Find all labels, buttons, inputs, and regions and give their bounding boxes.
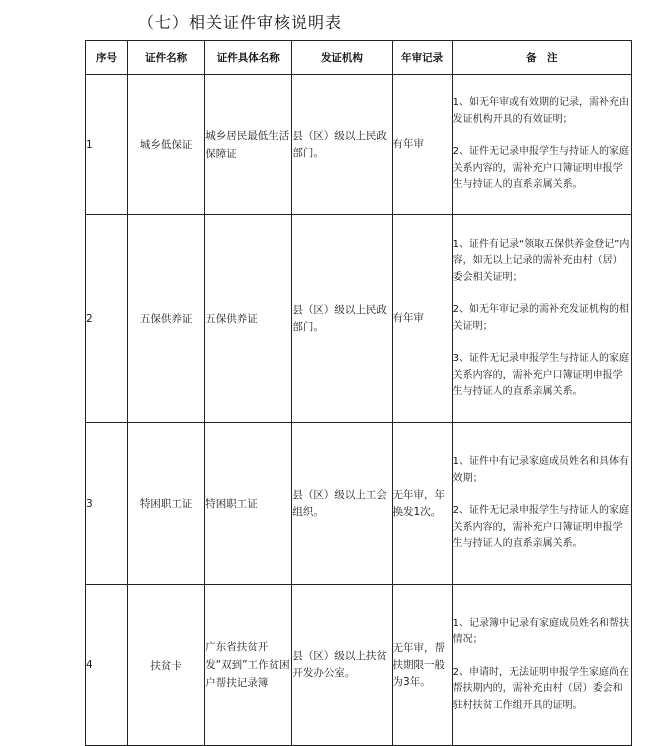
remark-item: 2、申请时，无法证明申报学生家庭尚在帮扶期内的，需补充由村（居）委会和驻村扶贫工作组开具的证明。 <box>452 666 630 711</box>
cert-name: 城乡低保证 <box>128 75 205 215</box>
cert-full-name: 城乡居民最低生活保障证 <box>205 75 292 215</box>
table-row <box>86 75 632 215</box>
cert-full-name: 五保供养证 <box>205 215 292 423</box>
remark-item: 1、证件有记录“领取五保供养金登记”内容，如无以上记录的需补充由村（居）委会相关证明； <box>452 238 630 283</box>
remark-item: 1、如无年审或有效期的记录，需补充由发证机构开具的有效证明； <box>452 97 630 125</box>
table-row <box>86 423 632 585</box>
annual-review: 无年审，帮扶期限一般为3年。 <box>392 585 452 746</box>
header-annual-review: 年审记录 <box>392 41 452 75</box>
issuing-authority: 县（区）级以上民政部门。 <box>292 215 392 423</box>
remarks <box>452 75 631 215</box>
cert-name: 扶贫卡 <box>128 585 205 746</box>
cert-name: 五保供养证 <box>128 215 205 423</box>
table-header-row <box>86 41 632 75</box>
remark-item: 3、证件无记录申报学生与持证人的家庭关系内容的，需补充户口簿证明申报学生与持证人的直系亲属关系。 <box>452 353 630 397</box>
header-serial-no: 序号 <box>86 41 128 75</box>
cert-full-name: 广东省扶贫开发“双到”工作贫困户帮扶记录簿 <box>205 585 292 746</box>
row-number: 2 <box>86 215 128 423</box>
cert-name: 特困职工证 <box>128 423 205 585</box>
page-title: （七）相关证件审核说明表 <box>138 13 343 32</box>
remark-item: 2、如无年审记录的需补充发证机构的相关证明； <box>452 304 630 332</box>
row-number: 3 <box>86 423 128 585</box>
annual-review: 无年审，年换发1次。 <box>392 423 452 585</box>
header-cert-name: 证件名称 <box>128 41 205 75</box>
issuing-authority: 县（区）级以上工会组织。 <box>292 423 392 585</box>
table-row <box>86 215 632 423</box>
annual-review: 有年审 <box>392 215 452 423</box>
remark-item: 2、证件无记录申报学生与持证人的家庭关系内容的，需补充户口簿证明申报学生与持证人的直系亲属关系。 <box>452 505 630 550</box>
remark-item: 1、记录簿中记录有家庭成员姓名和帮扶情况； <box>452 617 630 646</box>
row-number: 1 <box>86 75 128 215</box>
row-number: 4 <box>86 585 128 746</box>
header-cert-full-name: 证件具体名称 <box>205 41 292 75</box>
issuing-authority: 县（区）级以上扶贫开发办公室。 <box>292 585 392 746</box>
header-issuing-authority: 发证机构 <box>292 41 392 75</box>
remarks <box>452 423 631 585</box>
annual-review: 有年审 <box>392 75 452 215</box>
table-row <box>86 585 632 746</box>
header-remarks: 备 注 <box>452 41 631 75</box>
remark-item: 1、证件中有记录家庭成员姓名和具体有效期； <box>452 456 630 484</box>
issuing-authority: 县（区）级以上民政部门。 <box>292 75 392 215</box>
cert-full-name: 特困职工证 <box>205 423 292 585</box>
certificate-review-table <box>85 40 632 746</box>
remark-item: 2、证件无记录申报学生与持证人的家庭关系内容的，需补充户口簿证明申报学生与持证人的直系亲属关系。 <box>452 146 630 191</box>
remarks <box>452 215 631 423</box>
remarks <box>452 585 631 746</box>
